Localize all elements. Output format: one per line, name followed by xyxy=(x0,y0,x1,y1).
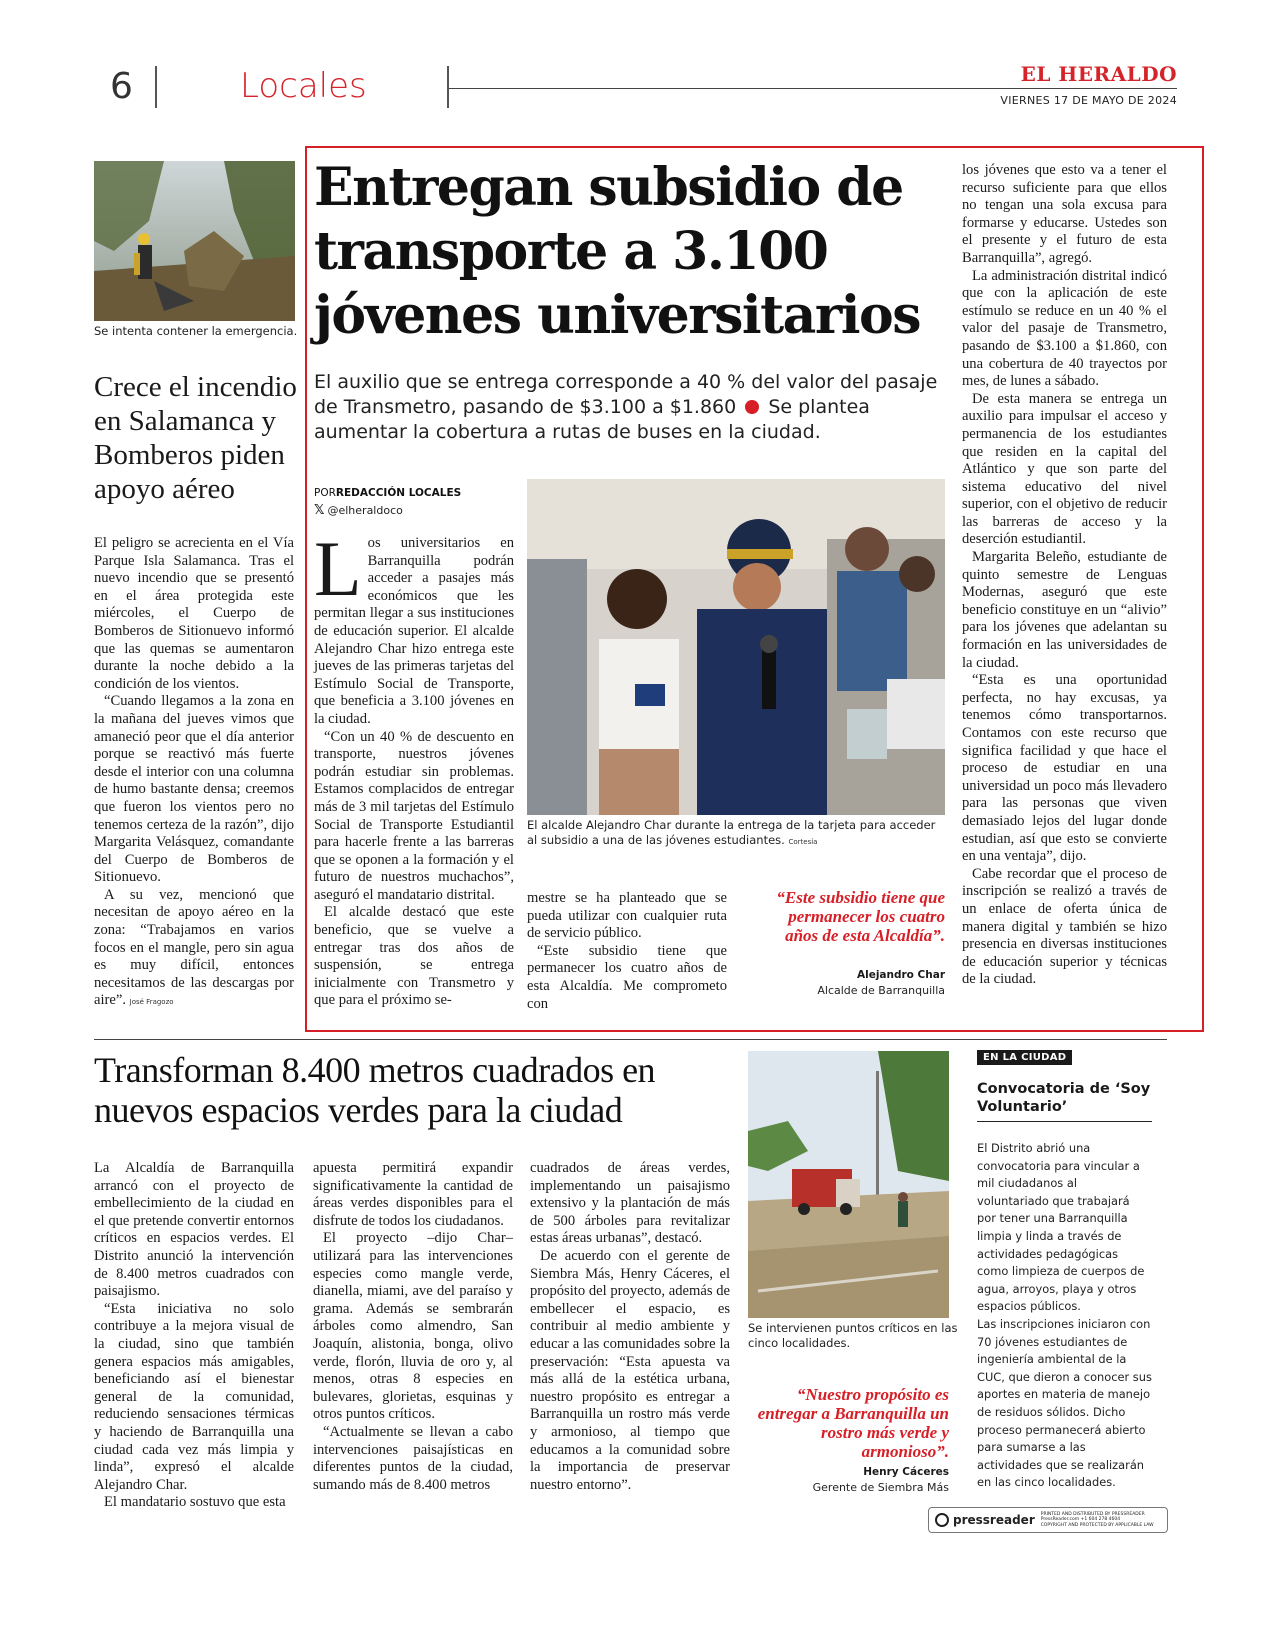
paragraph: La Alcaldía de Barranquilla arrancó con el proyecto de embellecimiento de la ciudad en el que pretende convertir entornos críticos en espacios verdes. El Distrito anunció la intervención de 8.400 metros cuadrados con paisajismo. xyxy=(94,1160,294,1300)
section-rule xyxy=(94,1039,1167,1040)
handle-text: @elheraldoco xyxy=(327,504,403,517)
paragraph: El Distrito abrió una convocatoria para vincular a mil ciudadanos al voluntariado que trabajará por tener una Barranquilla limpia y linda a través de actividades pedagógicas como limpieza de cuerpos de agua, arroyos, playa y otros espacios públicos. xyxy=(977,1141,1145,1314)
byline-author: REDACCIÓN LOCALES xyxy=(335,487,462,499)
pressreader-logo-text: pressreader xyxy=(953,1513,1035,1527)
newspaper-logo: EL HERALDO xyxy=(1020,62,1177,86)
paragraph: El mandatario sostuvo que esta xyxy=(104,1494,286,1511)
main-article-col3 xyxy=(962,162,1167,989)
paragraph: “Esta iniciativa no solo contribuye a la mejora visual de la ciudad, sino que también genera espacios más amigables, beneficiando así el bienestar general de la comunidad, reduciendo sensaciones térmicas y haciendo de Barranquilla una ciudad cada vez más limpia y linda”, expresó el alcalde Alejandro Char. xyxy=(94,1300,294,1493)
notice-line: PRINTED AND DISTRIBUTED BY PRESSREADER xyxy=(1040,1511,1145,1517)
quote-role: Alcalde de Barranquilla xyxy=(817,984,945,997)
pressreader-logo-icon xyxy=(935,1513,949,1527)
fire-photo xyxy=(94,161,295,321)
paragraph xyxy=(314,525,514,729)
sidebar-title: Convocatoria de ‘Soy Voluntario’ xyxy=(977,1081,1151,1115)
subhead-part-1: El auxilio que se entrega corresponde a 40 % del valor del pasaje de Transmetro, pasando de $3.100 a $1.860 xyxy=(314,371,938,418)
main-article-col2 xyxy=(527,890,727,1013)
paragraph: mestre se ha planteado que se pueda utilizar con cualquier ruta de servicio público. xyxy=(527,890,727,942)
main-subhead xyxy=(314,370,954,445)
photo-caption: Se intenta contener la emergencia. xyxy=(94,324,298,338)
sidebar-rule xyxy=(977,1121,1152,1122)
paragraph: La administración distrital indicó que con la aplicación de este estímulo se reduce en un 40 % el valor del pasaje de Transmetro, pasando de $3.100 a $1.860, con una cobertura de 40 trayectos por mes, de lunes a sábado. xyxy=(962,267,1167,390)
second-article-col2 xyxy=(313,1160,513,1494)
social-handle[interactable] xyxy=(314,503,403,518)
left-article-headline: Crece el incendio en Salamanca y Bomberos piden apoyo aéreo xyxy=(94,371,297,505)
pressreader-badge xyxy=(928,1507,1168,1533)
left-article-body xyxy=(94,535,294,1012)
section-tag: EN LA CIUDAD xyxy=(977,1050,1072,1065)
paragraph: “Con un 40 % de descuento en transporte, nuestros jóvenes podrán estudiar sin problemas. Estamos complacidos de entregar más de 3 mil tarjetas del Estímulo Social de Transporte Estudiantil para hacerle frente a las barreras que se oponen a la formación y el futuro de nuestros muchachos”, aseguró el mandatario distrital. xyxy=(314,728,514,903)
paragraph: los jóvenes que esto va a tener el recurso suficiente para que ellos no tengan una sola excusa para formarse y educarse. Ustedes son el presente y el futuro de esta Barranquilla”, agregó. xyxy=(962,162,1167,266)
fire-photo-illustration xyxy=(94,161,295,321)
paragraph: El alcalde destacó que este beneficio, que se vuelve a entregar tras dos años de suspensión, se entrega inicialmente con Transmetro y que para el próximo se- xyxy=(314,904,514,1009)
paragraph: cuadrados de áreas verdes, implementando un paisajismo extensivo y la plantación de más de 500 árboles para revitalizar estas áreas urbanas”, destacó. xyxy=(530,1160,730,1247)
paragraph: “Actualmente se llevan a cabo intervenciones paisajísticas en diferentes puntos de la ciudad, sumando más de 8.400 metros xyxy=(313,1423,513,1493)
subsidy-photo-illustration xyxy=(527,479,945,815)
paragraph xyxy=(94,887,294,1012)
quote-author: Henry Cáceres xyxy=(863,1466,949,1478)
paragraph: El peligro se acrecienta en el Vía Parque Isla Salamanca. Tras el nuevo incendio que se presentó en el área protegida este miércoles, el Cuerpo de Bomberos de Sitionuevo informó que las quemas se aumentaron durante la noche debido a la condición de los vientos. xyxy=(94,535,294,692)
photo-credit: José Fragozo xyxy=(129,998,174,1007)
pressreader-notice xyxy=(1041,1512,1154,1529)
main-headline: Entregan subsidio de transporte a 3.100 jóvenes universitarios xyxy=(314,157,920,346)
subsidy-photo xyxy=(527,479,945,815)
paragraph: Cabe recordar que el proceso de inscripción se realizó a través de un enlace de oferta única de manera digital y también se hizo presencia en diversas instituciones de educación superior y técnicas de la ciudad. xyxy=(962,865,1167,988)
header-rule xyxy=(449,88,1177,89)
second-article-col3 xyxy=(530,1160,730,1494)
main-article-col1 xyxy=(314,525,514,1010)
paragraph: apuesta permitirá expandir significativamente la cantidad de áreas verdes disponibles para el disfrute de todos los ciudadanos. xyxy=(313,1160,513,1229)
quote-author: Alejandro Char xyxy=(856,969,945,981)
photo-caption: Se intervienen puntos críticos en las cinco localidades. xyxy=(748,1321,958,1350)
separator-dot-icon xyxy=(745,400,759,414)
byline-prefix: POR xyxy=(314,487,336,499)
paragraph: De esta manera se entrega un auxilio para impulsar el acceso y permanencia de los estudiantes que residen en la capital del Atlántico y que son parte del sistema educativo del nivel superior, con el objetivo de reducir las barreras de acceso y la deserción estudiantil. xyxy=(962,390,1167,548)
subhead-part-2: Se plantea aumentar la cobertura a rutas de buses en la ciudad. xyxy=(314,396,870,443)
notice-line: COPYRIGHT AND PROTECTED BY APPLICABLE LAW xyxy=(1040,1522,1154,1528)
notice-line: PressReader.com +1 604 278 4604 xyxy=(1040,1517,1121,1523)
quote-role: Gerente de Siembra Más xyxy=(812,1481,949,1494)
second-article-headline: Transforman 8.400 metros cuadrados en nuevos espacios verdes para la ciudad xyxy=(94,1050,656,1130)
paragraph-text: os universitarios en Barranquilla podrán acceder a pasajes más económicos que les permitan llegar a sus instituciones de educación superior. El alcalde Alejandro Char hizo entrega este jueves de las primeras tarjetas del Estímulo Social de Transporte, que beneficia a 3.100 jóvenes en la ciudad. xyxy=(314,535,514,727)
paragraph: “Esta es una oportunidad perfecta, no hay excusas, ya tenemos cómo transportarnos. Contamos con este recurso que significa facilidad y que hace el proceso de estudiar en una universidad un poco más llevadero para las personas que viven demasiado lejos del lugar donde estudian, así que esto se convierte en una ventaja”, dijo. xyxy=(962,672,1167,865)
greenspace-photo-illustration xyxy=(748,1051,949,1318)
x-logo-icon: 𝕏 xyxy=(314,503,325,518)
paragraph: De acuerdo con el gerente de Siembra Más, Henry Cáceres, el propósito del proyecto, además de embellecer el espacio, es contribuir al medio ambiente y educar a las comunidades sobre la preservación: “Esta apuesta va más allá de la estética urbana, nuestro propósito es entregar a Barranquilla un rostro más verde y armonioso, al tiempo que educamos a la comunidad sobre la importancia de preservar nuestro entorno”. xyxy=(530,1247,730,1493)
paragraph: “Cuando llegamos a la zona en la mañana del jueves vimos que amaneció peor que el día anterior porque se reactivó más fuerte desde el interior con una columna de humo bastante densa; creemos que fueron los vientos pero no tenemos certeza de la razón”, dijo Margarita Velásquez, comandante del Cuerpo de Bomberos de Sitionuevo. xyxy=(94,693,294,886)
header-divider xyxy=(447,66,449,108)
byline xyxy=(314,487,461,499)
second-article-col1 xyxy=(94,1160,294,1512)
caption-text: El alcalde Alejandro Char durante la entrega de la tarjeta para acceder al subsidio a una de las jóvenes estudiantes. xyxy=(527,818,936,847)
page-number: 6 xyxy=(110,66,133,107)
paragraph: Las inscripciones iniciaron con 70 jóvenes estudiantes de ingeniería ambiental de la CUC, que dieron a conocer sus aportes en materia de manejo de residuos sólidos. Dicho proceso permanecerá abierto para sumarse a las actividades que se realizarán en las cinco localidades. xyxy=(977,1316,1152,1490)
section-title: Locales xyxy=(240,66,367,106)
greenspace-photo xyxy=(748,1051,949,1318)
edition-date: VIERNES 17 DE MAYO DE 2024 xyxy=(1000,94,1177,107)
header-divider xyxy=(155,66,157,108)
dropcap: L xyxy=(314,525,362,612)
pull-quote: “Nuestro propósito es entregar a Barranquilla un rostro más verde y armonioso”. xyxy=(757,1385,949,1461)
paragraph: El proyecto –dijo Char– utilizará para las intervenciones especies como mangle verde, dianella, miami, ave del paraíso y grama. Además se sembrarán árboles como almendro, San Joaquín, alistonia, bonga, olivo verde, florón, lluvia de oro y, al menos, otras 8 especies en bulevares, glorietas, esquinas y otros puntos críticos. xyxy=(313,1230,513,1423)
paragraph-text: A su vez, mencionó que necesitan de apoyo aéreo en la zona: “Trabajamos en varios focos en el mangle, pero sin agua es muy difícil, entonces necesitamos de las descargas por aire”. xyxy=(94,886,294,1009)
paragraph: Margarita Beleño, estudiante de quinto semestre de Lenguas Modernas, aseguró que este beneficio constituye en un “alivio” para los jóvenes que adelantan su formación en las universidades de la ciudad. xyxy=(962,549,1167,671)
sidebar-body xyxy=(977,1140,1152,1492)
photo-credit: Cortesía xyxy=(788,838,818,846)
paragraph: “Este subsidio tiene que permanecer los cuatro años de esta Alcaldía. Me comprometo con xyxy=(527,942,727,1012)
pull-quote: “Este subsidio tiene que permanecer los cuatro años de esta Alcaldía”. xyxy=(776,888,945,945)
photo-caption xyxy=(527,818,947,850)
